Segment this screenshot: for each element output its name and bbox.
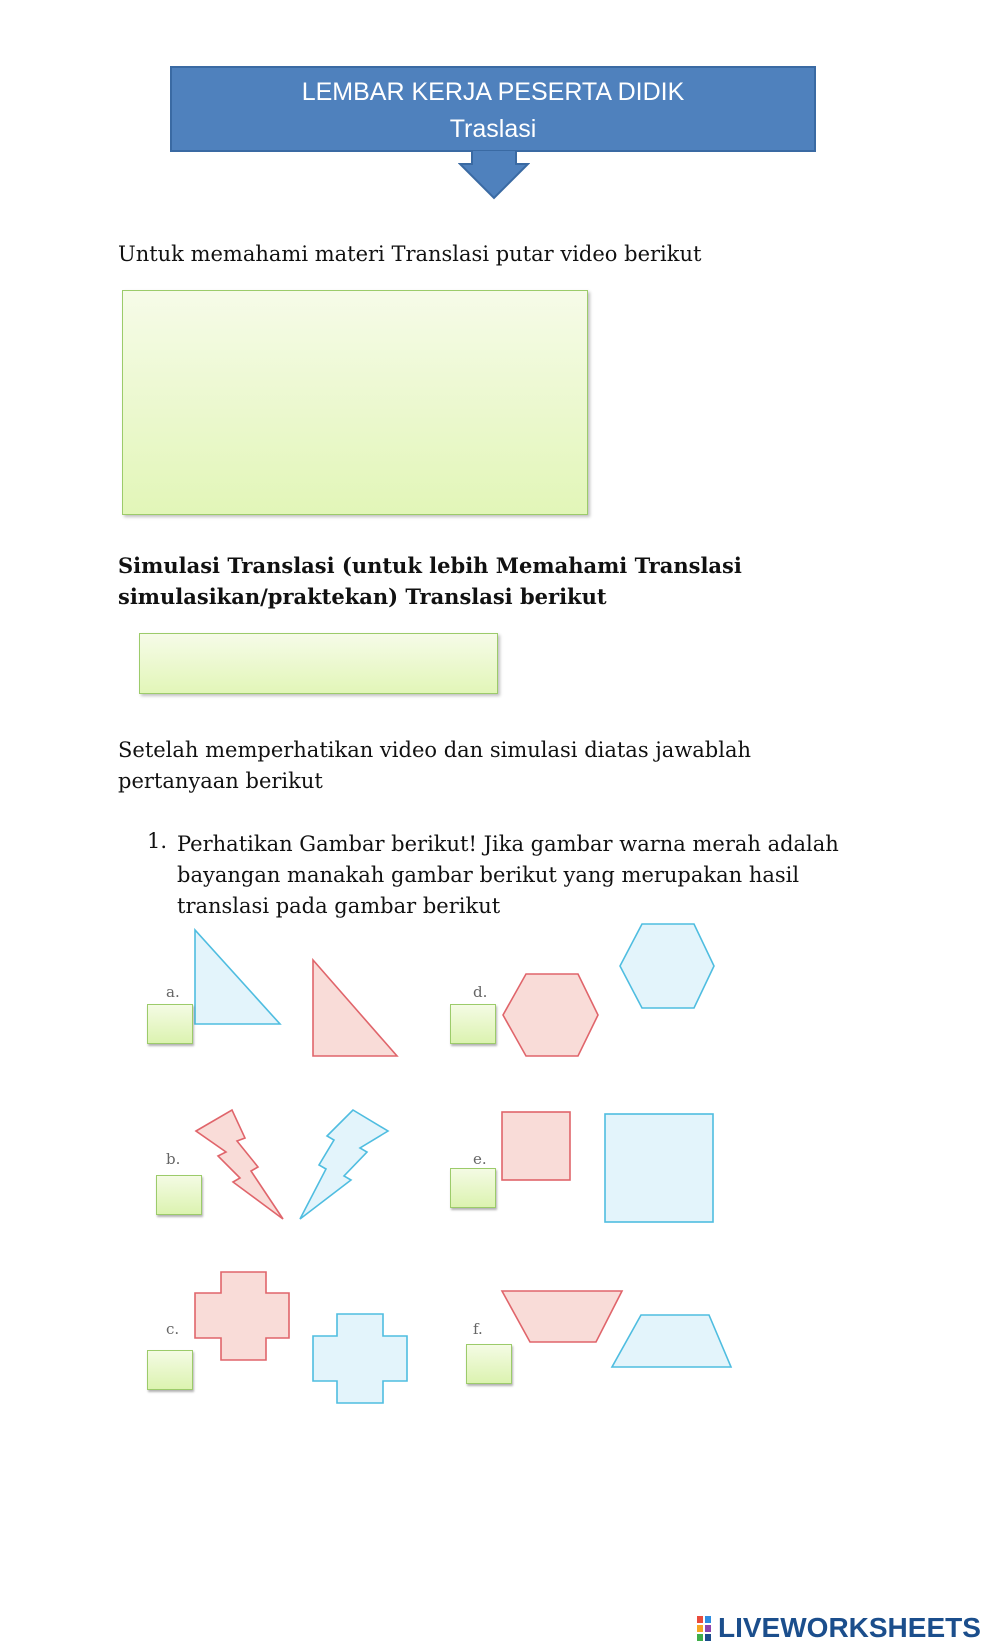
lightning-image-b <box>196 1110 283 1219</box>
triangle-preimage-a <box>195 930 280 1024</box>
answer-box-f[interactable] <box>466 1344 512 1384</box>
brand-footer: LIVEWORKSHEETS <box>718 1612 981 1643</box>
trapezoid-image-f <box>502 1291 622 1342</box>
answer-box-c[interactable] <box>147 1350 193 1390</box>
cross-image-c <box>195 1272 289 1360</box>
option-label-d: d. <box>473 983 488 1001</box>
hexagon-image-d <box>503 974 598 1056</box>
question-line1: Perhatikan Gambar berikut! Jika gambar warna merah adalah <box>177 832 839 856</box>
worksheet-subtitle: Traslasi <box>449 115 537 143</box>
option-label-f: f. <box>473 1320 483 1338</box>
square-image-e <box>502 1112 570 1180</box>
answer-box-e[interactable] <box>450 1168 496 1208</box>
simulation-heading-line1: Simulasi Translasi (untuk lebih Memahami Translasi <box>118 553 742 578</box>
instruction-line2: pertanyaan berikut <box>118 769 323 793</box>
option-label-b: b. <box>166 1150 181 1168</box>
lightning-preimage-b <box>300 1110 388 1219</box>
answer-box-b[interactable] <box>156 1175 202 1215</box>
instruction-line1: Setelah memperhatikan video dan simulasi diatas jawablah <box>118 738 752 762</box>
square-preimage-e <box>605 1114 713 1222</box>
hexagon-preimage-d <box>620 924 714 1008</box>
answer-box-d[interactable] <box>450 1004 496 1044</box>
trapezoid-preimage-f <box>612 1315 731 1367</box>
intro-text: Untuk memahami materi Translasi putar video berikut <box>118 242 702 266</box>
triangle-image-a <box>313 960 397 1056</box>
question-number: 1. <box>147 829 168 853</box>
answer-box-a[interactable] <box>147 1004 193 1044</box>
option-label-e: e. <box>473 1150 487 1168</box>
cross-preimage-c <box>313 1314 407 1403</box>
option-label-c: c. <box>166 1320 180 1338</box>
liveworksheets-logo-icon <box>697 1616 719 1642</box>
question-line2: bayangan manakah gambar berikut yang merupakan hasil <box>177 863 800 887</box>
option-label-a: a. <box>166 983 180 1001</box>
worksheet-title: LEMBAR KERJA PESERTA DIDIK <box>301 78 685 106</box>
simulation-heading-line2: simulasikan/praktekan) Translasi berikut <box>118 584 607 609</box>
question-line3: translasi pada gambar berikut <box>177 894 501 918</box>
